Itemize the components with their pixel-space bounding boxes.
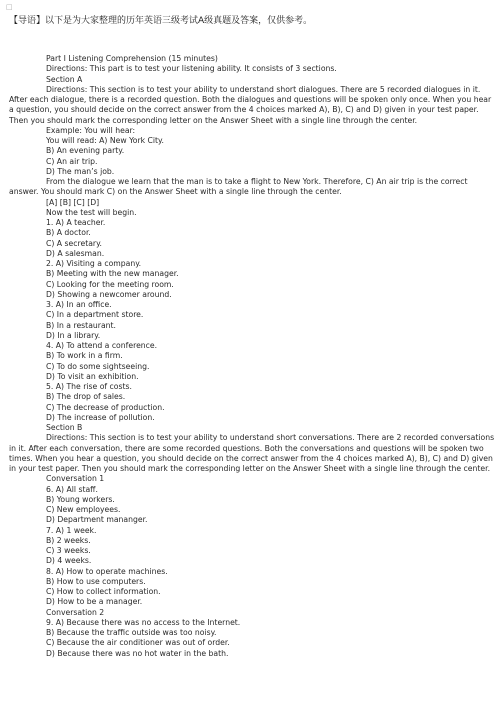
text-line: D) The increase of pollution. xyxy=(46,412,155,422)
text-line: B) To work in a firm. xyxy=(46,351,123,361)
text-line: D) Because there was no hot water in the bath. xyxy=(46,648,229,658)
text-line: C) A secretary. xyxy=(46,238,102,248)
text-line: Directions: This section is to test your ability to understand short conversations. There are 2 recorded conversations in it. After each conversation, there are some recorded questions. Both the conversations and questions will be spoken two times. When you hear a question, you should decide on the correct answer from the 4 choices marked A), B), C) and D) given in your test paper. Then you should mark the corresponding letter on the Answer Sheet with a single line through the center. xyxy=(9,433,495,473)
text-line: 1. A) A teacher. xyxy=(46,218,106,227)
exam-body xyxy=(9,54,495,659)
intro-line: 【导语】以下是为大家整理的历年英语三级考试A级真题及答案，仅供参考。 xyxy=(9,16,313,26)
text-line: Example: You will hear: xyxy=(46,125,136,135)
text-line: 8. A) How to operate machines. xyxy=(46,566,168,576)
text-line: B) In a restaurant. xyxy=(46,320,116,330)
text-line: D) In a library. xyxy=(46,330,101,340)
text-line: 4. A) To attend a conference. xyxy=(46,341,158,350)
text-line: B) How to use computers. xyxy=(46,576,146,586)
text-line: C) An air trip. xyxy=(46,156,98,166)
text-line: C) In a department store. xyxy=(46,310,144,320)
text-line: C) The decrease of production. xyxy=(46,402,165,412)
text-line: C) To do some sightseeing. xyxy=(46,361,150,371)
text-line: D) The man’s job. xyxy=(46,166,115,176)
text-line: Conversation 1 xyxy=(46,474,105,484)
text-line: You will read: A) New York City. xyxy=(46,136,164,145)
text-line: [A] [B] [C] [D] xyxy=(46,197,100,207)
text-line: D) To visit an exhibition. xyxy=(46,371,139,381)
text-line: Section A xyxy=(46,74,83,84)
text-line: Part I Listening Comprehension (15 minutes) xyxy=(46,54,218,63)
text-line: C) Looking for the meeting room. xyxy=(46,279,174,289)
text-line: D) Department mananger. xyxy=(46,515,148,525)
text-line: C) How to collect information. xyxy=(46,587,161,596)
text-line: B) The drop of sales. xyxy=(46,392,126,402)
text-line: B) Because the traffic outside was too noisy. xyxy=(46,628,217,637)
page-mark: □ xyxy=(6,3,13,11)
text-line: Conversation 2 xyxy=(46,607,105,617)
text-line: 7. A) 1 week. xyxy=(46,525,97,535)
text-line: Section B xyxy=(46,423,83,432)
text-line: Directions: This section is to test your ability to understand short dialogues. There are 5 recorded dialogues in it. After each dialogue, there is a recorded question. Both the dialogues and questions will be spoken only once. When you hear a question, you should decide on the correct answer from the 4 choices marked A), B), C) and D) given in your test paper. Then you should mark the corresponding letter on the Answer Sheet with a single line through the center. xyxy=(9,84,492,125)
text-line: From the dialogue we learn that the man is to take a flight to New York. Therefore, C) An air trip is the correct answer. You should mark C) on the Answer Sheet with a single line through the center. xyxy=(9,177,468,197)
text-line: B) Young workers. xyxy=(46,494,115,504)
text-line: D) A salesman. xyxy=(46,248,105,258)
text-line: 2. A) Visiting a company. xyxy=(46,259,142,268)
text-line: C) Because the air conditioner was out of order. xyxy=(46,638,230,648)
text-line: 5. A) The rise of costs. xyxy=(46,382,132,391)
text-line: Now the test will begin. xyxy=(46,207,137,217)
text-line: D) How to be a manager. xyxy=(46,597,143,607)
text-line: B) Meeting with the new manager. xyxy=(46,269,179,279)
text-line: C) New employees. xyxy=(46,505,121,514)
text-line: B) An evening party. xyxy=(46,146,125,156)
text-line: B) 2 weeks. xyxy=(46,535,91,545)
text-line: D) Showing a newcomer around. xyxy=(46,289,172,299)
text-line: C) 3 weeks. xyxy=(46,546,91,555)
text-line: B) A doctor. xyxy=(46,228,91,238)
text-line: Directions: This part is to test your listening ability. It consists of 3 sections. xyxy=(46,64,337,74)
text-line: 3. A) In an office. xyxy=(46,300,112,309)
text-line: 9. A) Because there was no access to the Internet. xyxy=(46,617,241,627)
text-line: D) 4 weeks. xyxy=(46,556,92,566)
text-line: 6. A) All staff. xyxy=(46,484,98,494)
